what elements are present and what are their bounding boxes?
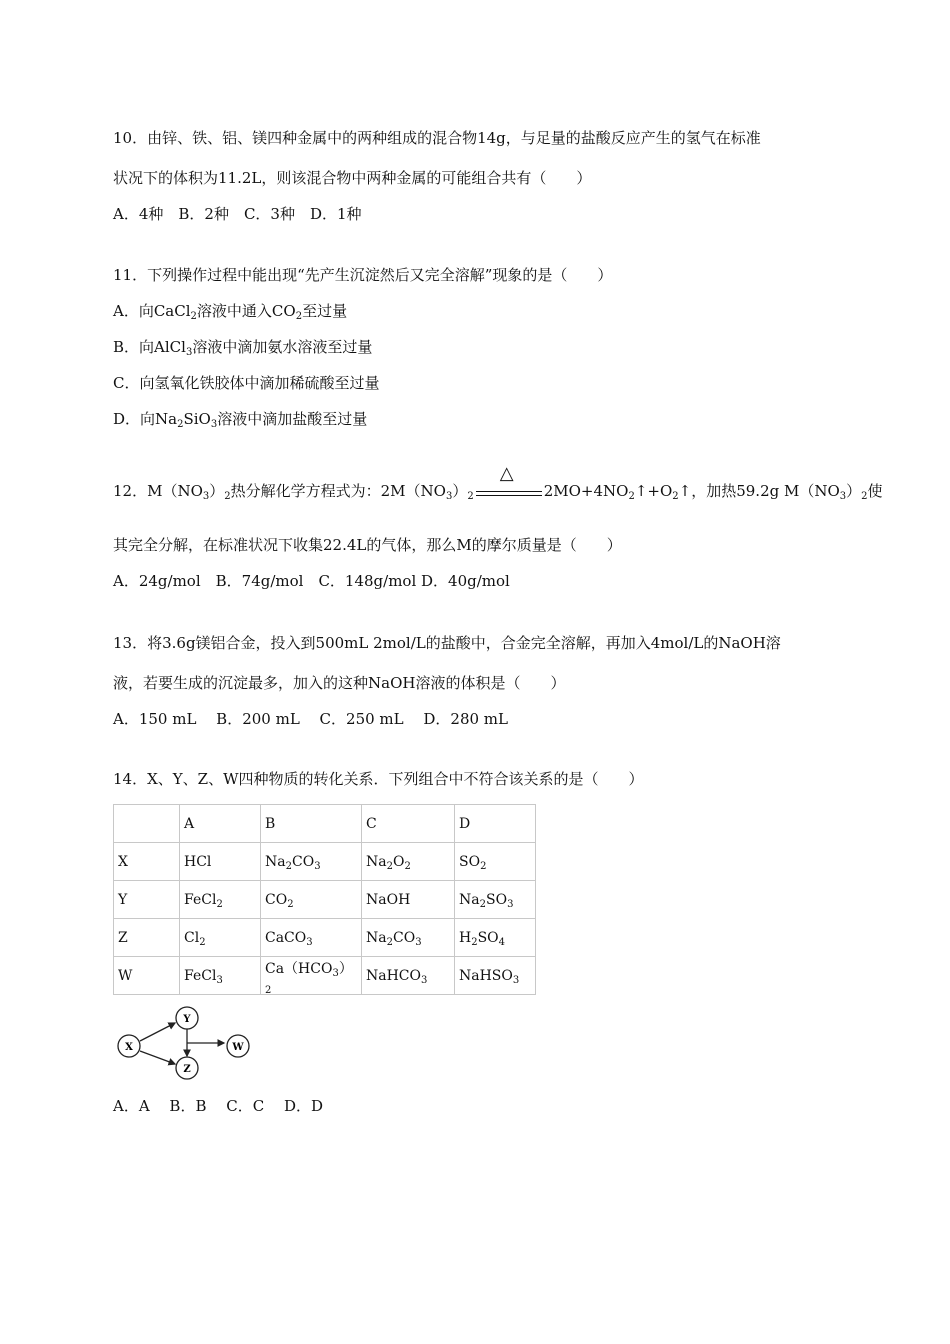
table-cell: FeCl$_3$ [180,957,261,995]
table-row [114,881,536,919]
row-label: X [114,843,180,881]
table-header-cell: B [261,805,362,843]
table-row [114,919,536,957]
q12-line1: 12．$M(NO_3)_2$热分解化学方程式为：$2M(NO_3)_2$ △ $2MO+4NO_2↑+O_2↑$，加热59.2g $M(NO_3)_2$使 [113,463,883,502]
q10-options: A．4种 B．2种 C．3种 D．1种 [113,205,362,223]
table-cell: $H_2SO_4$ [455,919,536,957]
table-cell: $SO_2$ [455,843,536,881]
q11-option-b: B．向AlCl$_3$溶液中滴加氨水溶液至过量 [113,338,373,358]
table-cell: NaOH [362,881,455,919]
table-header-cell: D [455,805,536,843]
table-cell: HCl [180,843,261,881]
table-header-cell: C [362,805,455,843]
q11-option-a: A．向CaCl$_2$溶液中通入$CO_2$至过量 [113,302,348,322]
node-w-label: W [232,1042,244,1053]
table-cell: NaHCO$_3$ [362,957,455,995]
heating-condition-arrow [476,463,542,502]
q14-stem: 14．X、Y、Z、W四种物质的转化关系．下列组合中不符合该关系的是（ ） [113,770,644,788]
table-cell: $Na_2O_2$ [362,843,455,881]
table-cell: $Na_2SO_3$ [455,881,536,919]
q13-line2: 液，若要生成的沉淀最多，加入的这种NaOH溶液的体积是（ ） [113,674,566,692]
table-row [114,843,536,881]
q13-options: A．150 mL B．200 mL C．250 mL D．280 mL [113,710,508,728]
arrow-x-to-z [140,1051,175,1064]
q14-options: A．A B．B C．C D．D [113,1097,324,1115]
table-cell: CaCO$_3$ [261,919,362,957]
node-x-label: X [125,1042,133,1053]
table-cell: $Na_2CO_3$ [362,919,455,957]
row-label: Y [114,881,180,919]
q13-line1: 13．将3.6g镁铝合金，投入到500mL 2mol/L的盐酸中，合金完全溶解，再加入4mol/L的NaOH溶 [113,634,781,652]
table-cell: $CO_2$ [261,881,362,919]
row-label: Z [114,919,180,957]
arrow-x-to-y [140,1023,175,1041]
table-header-row [114,805,536,843]
table-row [114,957,536,995]
table-cell: $Na_2CO_3$ [261,843,362,881]
table-header-cell: A [180,805,261,843]
table-cell: $Cl_2$ [180,919,261,957]
q11-stem: 11．下列操作过程中能出现“先产生沉淀然后又完全溶解”现象的是（ ） [113,266,613,284]
q11-option-c: C．向氢氧化铁胶体中滴加稀硫酸至过量 [113,374,380,392]
table-cell: NaHSO$_3$ [455,957,536,995]
substance-table [113,804,536,995]
table-cell: FeCl$_2$ [180,881,261,919]
table-cell: $Ca(HCO_3)_2$ [261,957,362,995]
node-z-label: Z [183,1064,191,1075]
q10-line2: 状况下的体积为11.2L，则该混合物中两种金属的可能组合共有（ ） [113,169,592,187]
delta-symbol: △ [499,463,514,484]
q11-option-d: D．向$Na_2SiO_3$溶液中滴加盐酸至过量 [113,410,368,430]
table-header-cell [114,805,180,843]
q12-line2: 其完全分解，在标准状况下收集22.4L的气体，那么M的摩尔质量是（ ） [113,536,622,554]
node-y-label: Y [183,1014,191,1025]
conversion-diagram [113,1006,258,1086]
row-label: W [114,957,180,995]
q10-line1: 10．由锌、铁、铝、镁四种金属中的两种组成的混合物14g，与足量的盐酸反应产生的氢气在标准 [113,129,761,147]
q12-options: A．24g/mol B．74g/mol C．148g/mol D．40g/mol [113,572,510,590]
